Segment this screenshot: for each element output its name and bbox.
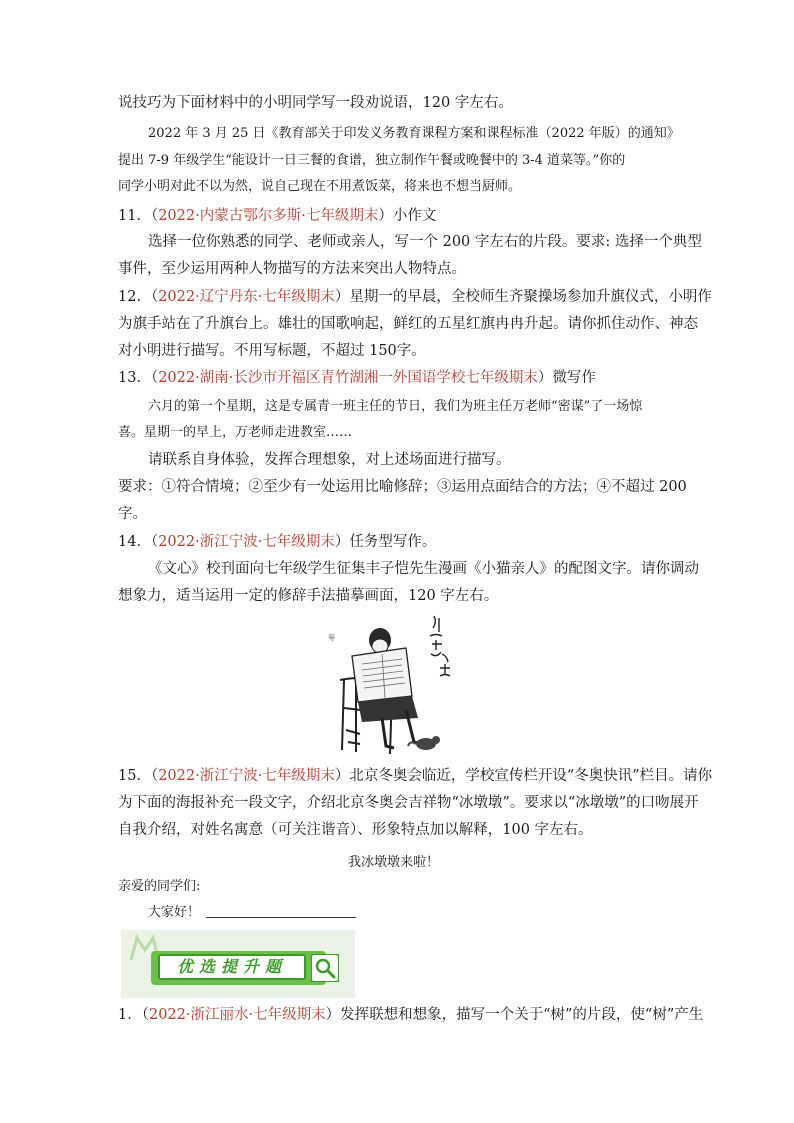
question-type: ）小作文 [378, 208, 437, 224]
question-13-requirements: 字。 [118, 506, 147, 522]
question-source: 2022·辽宁丹东·七年级期末 [158, 289, 335, 305]
banner-frame [151, 951, 326, 985]
question-number: 14．（ [118, 534, 159, 550]
text-line: 说技巧为下面材料中的小明同学写一段劝说语，120 字左右。 [118, 95, 513, 111]
question-source: 2022·湖南·长沙市开福区青竹湖湘一外国语学校七年级期末 [158, 370, 538, 386]
section-banner [121, 930, 355, 998]
question-text: ）星期一的早晨，全校师生齐聚操场参加升旗仪式，小明作 [334, 289, 712, 305]
question-14-body: 《文心》校刊面向七年级学生征集丰子恺先生漫画《小猫亲人》的配图文字。请你调动 [148, 561, 699, 577]
question-12-body: 为旗手站在了升旗台上。雄壮的国歌响起，鲜红的五星红旗冉冉升起。请你抓住动作、神态 [118, 316, 698, 332]
question-12-heading [118, 287, 712, 307]
question-13-requirements: 要求：①符合情境；②至少有一处运用比喻修辞；③运用点面结合的方法；④不超过 200 [118, 479, 687, 495]
poster-greeting: 亲爱的同学们: [118, 879, 201, 894]
question-text: ）发挥联想和想象，描写一个关于“树”的片段，使“树”产生 [325, 1007, 704, 1023]
cartoon-illustration [322, 610, 462, 758]
question-11-heading [118, 206, 436, 226]
question-12-body: 对小明进行描写。不用写标题，不超过 150字。 [118, 343, 426, 359]
question-14-body: 想象力，适当运用一定的修辞手法描摹画面，120 字左右。 [118, 588, 499, 604]
banner-title: 优选提升题 [158, 954, 306, 980]
question-number: 1．（ [118, 1007, 149, 1023]
question-15-body: 为下面的海报补充一段文字，介绍北京冬奥会吉祥物“冰墩墩”。要求以“冰墩墩”的口吻展开 [118, 795, 699, 811]
question-source: 2022·内蒙古鄂尔多斯·七年级期末 [158, 208, 379, 224]
material-line: 2022 年 3 月 25 日《教育部关于印发义务教育课程方案和课程标准（2022 年版）的通知》 [148, 126, 680, 141]
svg-text:筹: 筹 [328, 634, 335, 642]
magnifier-icon [311, 954, 339, 982]
material-line: 六月的第一个星期，这是专属青一班主任的节日，我们为班主任万老师“密谋”了一场惊 [148, 399, 643, 414]
question-text: ）北京冬奥会临近，学校宣传栏开设“冬奥快讯”栏目。请你 [334, 768, 713, 784]
question-source: 2022·浙江宁波·七年级期末 [158, 768, 335, 784]
question-number: 13．（ [118, 370, 159, 386]
question-15-body: 自我介绍，对姓名寓意（可关注谐音）、形象特点加以解释，100 字左右。 [118, 822, 593, 838]
question-number: 11．（ [118, 208, 159, 224]
question-13-body: 请联系自身体验，发挥合理想象，对上述场面进行描写。 [148, 452, 511, 468]
poster-title: 我冰墩墩来啦！ [348, 855, 440, 870]
poster-hello-text: 大家好！ [148, 905, 201, 920]
question-type: ）任务型写作。 [334, 534, 437, 550]
question-11-body: 选择一位你熟悉的同学、老师或亲人，写一个 200 字左右的片段。要求: 选择一个典型 [148, 234, 702, 250]
question-type: ）微写作 [537, 370, 596, 386]
question-source: 2022·浙江丽水·七年级期末 [148, 1007, 326, 1023]
question-11-body: 事件，至少运用两种人物描写的方法来突出人物特点。 [118, 261, 466, 277]
question-number: 12．（ [118, 289, 159, 305]
material-line: 同学小明对此不以为然，说自己现在不用煮饭菜，将来也不想当厨师。 [118, 179, 522, 194]
question-14-heading [118, 532, 436, 552]
question-number: 15．（ [118, 768, 159, 784]
material-line: 喜。星期一的早上，万老师走进教室…… [118, 425, 353, 440]
poster-hello [148, 903, 356, 923]
material-line: 提出 7-9 年级学生“能设计一日三餐的食谱，独立制作午餐或晚餐中的 3-4 道菜等。”你的 [118, 153, 626, 168]
question-15-heading [118, 766, 712, 786]
question-13-heading [118, 368, 596, 388]
answer-blank[interactable] [206, 903, 356, 918]
question-source: 2022·浙江宁波·七年级期末 [158, 534, 335, 550]
question-1-heading [118, 1005, 703, 1025]
